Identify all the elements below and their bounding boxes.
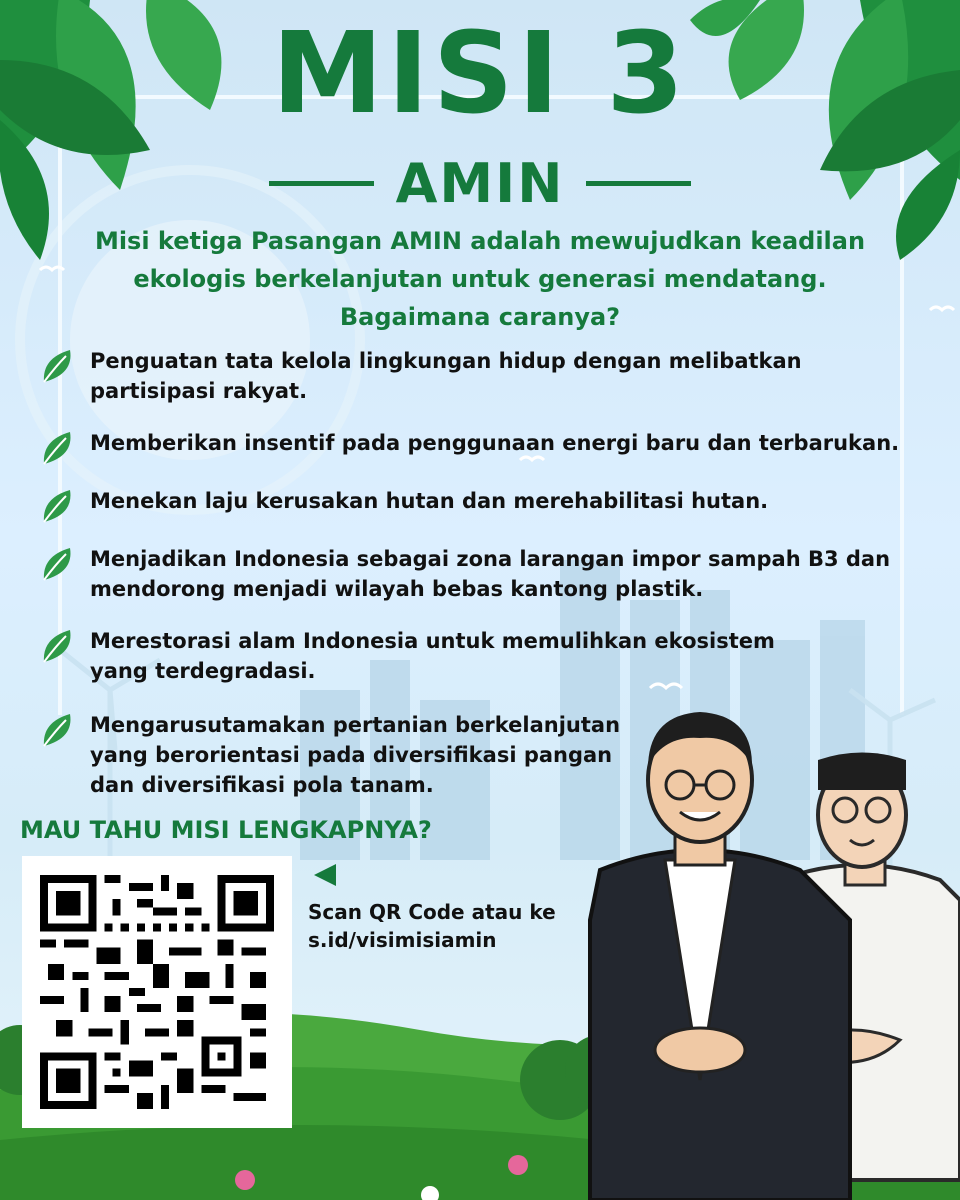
mission-text: yang terdegradasi. xyxy=(90,659,316,683)
qr-code[interactable] xyxy=(22,856,292,1128)
triangle-left-icon xyxy=(312,862,338,888)
mission-text: yang berorientasi pada diversifikasi pangan xyxy=(90,743,613,767)
divider-left xyxy=(269,181,374,186)
subtitle-row xyxy=(0,148,960,218)
intro-line: ekologis berkelanjutan untuk generasi mendatang. xyxy=(133,265,827,293)
mission-text: mendorong menjadi wilayah bebas kantong plastik. xyxy=(90,577,704,601)
subtitle: AMIN xyxy=(395,151,565,215)
mission-item xyxy=(40,710,920,806)
mission-text: Merestorasi alam Indonesia untuk memulihkan ekosistem xyxy=(90,629,775,653)
qr-code-image xyxy=(40,874,274,1110)
intro-text xyxy=(60,222,900,336)
leaf-icon xyxy=(40,712,74,748)
intro-line: Misi ketiga Pasangan AMIN adalah mewujudkan keadilan xyxy=(94,227,866,255)
leaf-icon xyxy=(40,628,74,664)
page-title: MISI 3 xyxy=(271,9,689,139)
cta-heading: MAU TAHU MISI LENGKAPNYA? xyxy=(20,816,432,844)
leaf-icon xyxy=(40,430,74,466)
leaf-icon xyxy=(40,546,74,582)
scan-link[interactable]: s.id/visimisiamin xyxy=(308,928,497,952)
mission-text: Mengarusutamakan pertanian berkelanjutan xyxy=(90,713,621,737)
mission-text: Penguatan tata kelola lingkungan hidup dengan melibatkan xyxy=(90,349,802,373)
leaf-icon xyxy=(40,348,74,384)
scan-line: Scan QR Code atau ke xyxy=(308,900,556,924)
intro-line: Bagaimana caranya? xyxy=(339,303,621,331)
mission-list xyxy=(40,346,920,806)
mission-item xyxy=(40,346,920,428)
leaf-icon xyxy=(40,488,74,524)
scan-instructions xyxy=(308,898,556,954)
mission-text: dan diversifikasi pola tanam. xyxy=(90,773,434,797)
mission-text: Memberikan insentif pada penggunaan energi baru dan terbarukan. xyxy=(90,431,900,455)
mission-text: Menekan laju kerusakan hutan dan merehabilitasi hutan. xyxy=(90,489,769,513)
divider-right xyxy=(586,181,691,186)
mission-item xyxy=(40,544,920,626)
mission-text: Menjadikan Indonesia sebagai zona larangan impor sampah B3 dan xyxy=(90,547,891,571)
mission-item xyxy=(40,428,920,486)
mission-item xyxy=(40,486,920,544)
mission-text: partisipasi rakyat. xyxy=(90,379,308,403)
mission-item xyxy=(40,626,920,710)
